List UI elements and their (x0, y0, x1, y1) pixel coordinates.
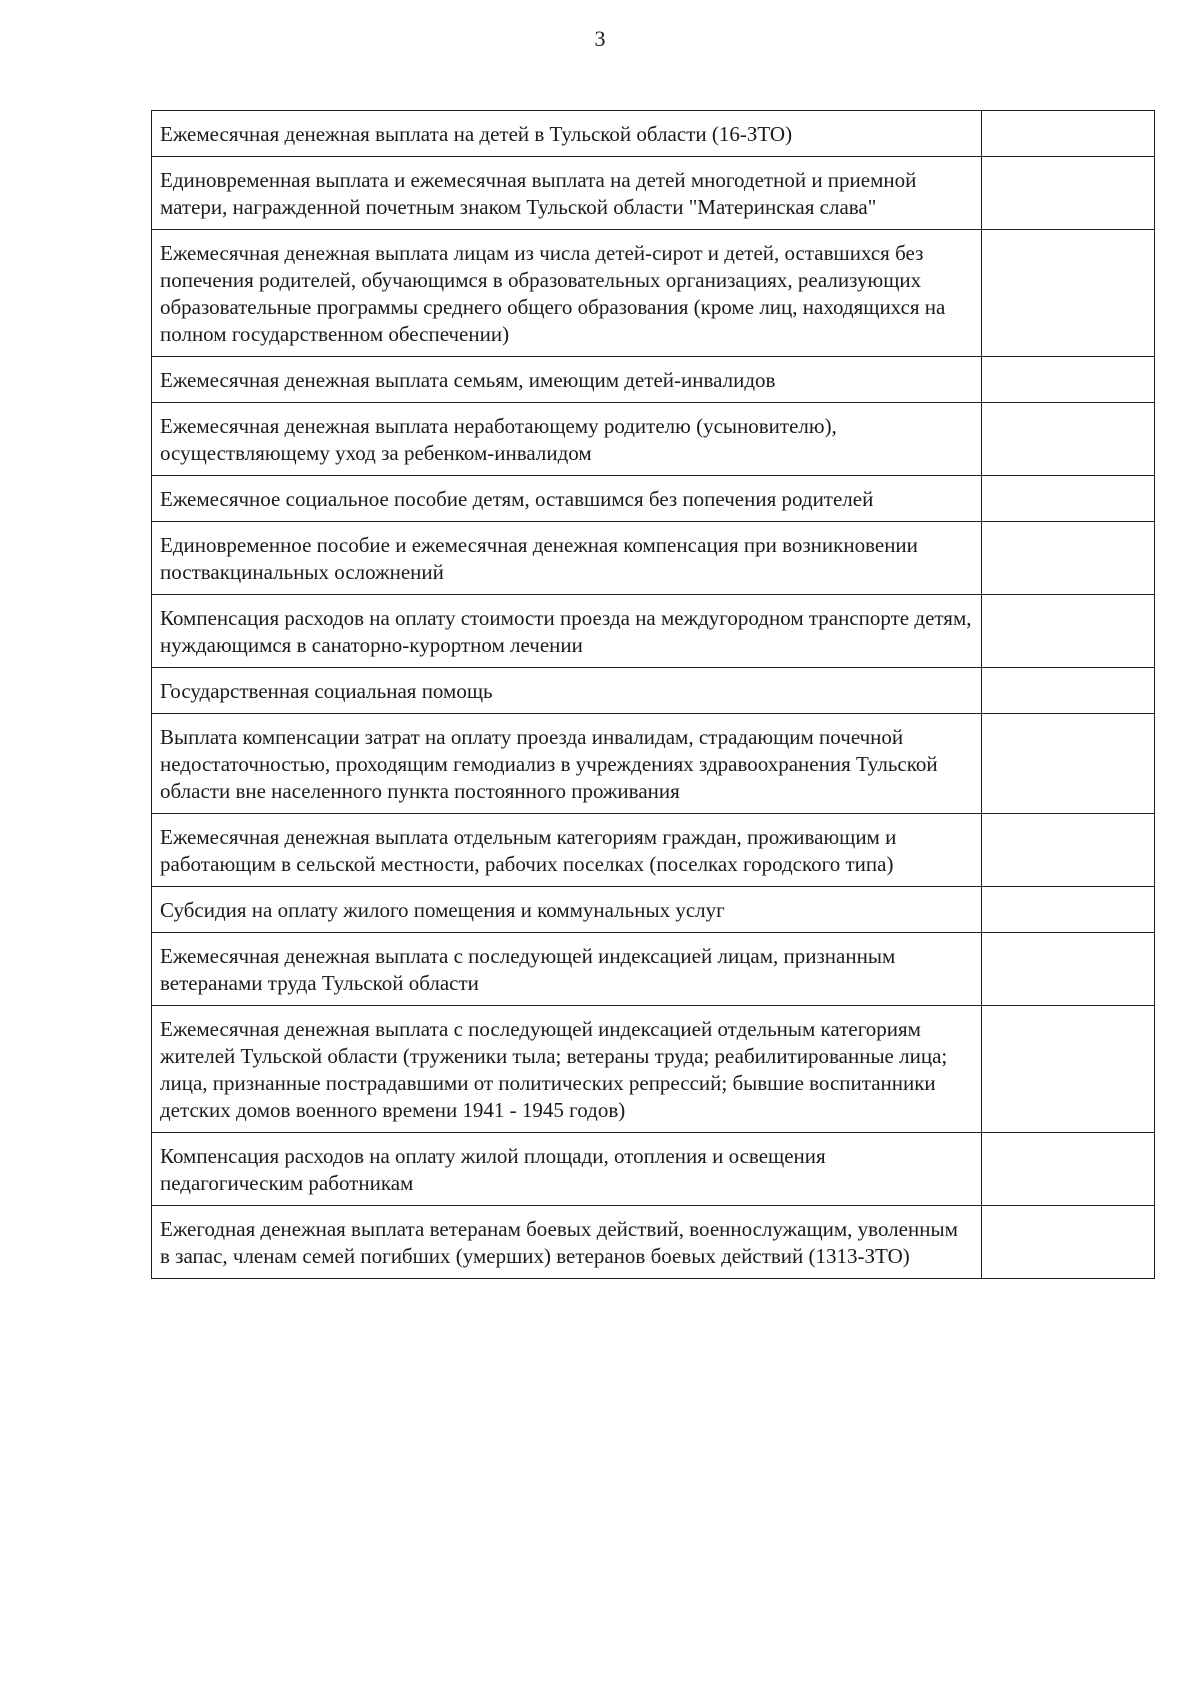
mark-cell[interactable] (982, 1206, 1155, 1279)
page-number: 3 (594, 26, 606, 51)
mark-cell[interactable] (982, 714, 1155, 814)
table-row (152, 111, 1155, 157)
benefit-description: Единовременная выплата и ежемесячная выплата на детей многодетной и приемной матери, награжденной почетным знаком Тульской области "Материнская слава" (152, 157, 982, 230)
benefit-description: Ежегодная денежная выплата ветеранам боевых действий, военнослужащим, уволенным в запас, членам семей погибших (умерших) ветеранов боевых действий (1313-ЗТО) (152, 1206, 982, 1279)
table-row (152, 157, 1155, 230)
mark-cell[interactable] (982, 522, 1155, 595)
benefit-description: Ежемесячная денежная выплата отдельным категориям граждан, проживающим и работающим в сельской местности, рабочих поселках (поселках городского типа) (152, 814, 982, 887)
mark-cell[interactable] (982, 933, 1155, 1006)
benefit-description: Выплата компенсации затрат на оплату проезда инвалидам, страдающим почечной недостаточностью, проходящим гемодиализ в учреждениях здравоохранения Тульской области вне населенного пункта постоянного проживания (152, 714, 982, 814)
table-row (152, 1206, 1155, 1279)
table-row (152, 814, 1155, 887)
benefit-description: Ежемесячная денежная выплата с последующей индексацией отдельным категориям жителей Тульской области (труженики тыла; ветераны труда; реабилитированные лица; лица, признанные пострадавшими от политических репрессий; бывшие воспитанники детских домов военного времени 1941 - 1945 годов) (152, 1006, 982, 1133)
mark-cell[interactable] (982, 595, 1155, 668)
table-row (152, 357, 1155, 403)
table-row (152, 476, 1155, 522)
table-row (152, 714, 1155, 814)
table-row (152, 522, 1155, 595)
benefit-description: Компенсация расходов на оплату стоимости проезда на междугородном транспорте детям, нуждающимся в санаторно-курортном лечении (152, 595, 982, 668)
table-row (152, 403, 1155, 476)
benefit-description: Единовременное пособие и ежемесячная денежная компенсация при возникновении поствакцинальных осложнений (152, 522, 982, 595)
benefit-description: Ежемесячное социальное пособие детям, оставшимся без попечения родителей (152, 476, 982, 522)
table-row (152, 1006, 1155, 1133)
table-row (152, 1133, 1155, 1206)
mark-cell[interactable] (982, 157, 1155, 230)
mark-cell[interactable] (982, 1006, 1155, 1133)
mark-cell[interactable] (982, 476, 1155, 522)
mark-cell[interactable] (982, 668, 1155, 714)
benefit-description: Ежемесячная денежная выплата неработающему родителю (усыновителю), осуществляющему уход за ребенком-инвалидом (152, 403, 982, 476)
table-row (152, 668, 1155, 714)
benefit-description: Компенсация расходов на оплату жилой площади, отопления и освещения педагогическим работникам (152, 1133, 982, 1206)
benefit-description: Ежемесячная денежная выплата лицам из числа детей-сирот и детей, оставшихся без попечения родителей, обучающимся в образовательных организациях, реализующих образовательные программы среднего общего образования (кроме лиц, находящихся на полном государственном обеспечении) (152, 230, 982, 357)
mark-cell[interactable] (982, 357, 1155, 403)
benefit-description: Ежемесячная денежная выплата семьям, имеющим детей-инвалидов (152, 357, 982, 403)
mark-cell[interactable] (982, 230, 1155, 357)
table-row (152, 887, 1155, 933)
mark-cell[interactable] (982, 887, 1155, 933)
benefit-description: Ежемесячная денежная выплата с последующей индексацией лицам, признанным ветеранами труда Тульской области (152, 933, 982, 1006)
mark-cell[interactable] (982, 403, 1155, 476)
benefits-table (151, 110, 1155, 1279)
mark-cell[interactable] (982, 1133, 1155, 1206)
benefit-description: Ежемесячная денежная выплата на детей в Тульской области (16-ЗТО) (152, 111, 982, 157)
mark-cell[interactable] (982, 814, 1155, 887)
table-row (152, 595, 1155, 668)
mark-cell[interactable] (982, 111, 1155, 157)
table-row (152, 230, 1155, 357)
benefit-description: Субсидия на оплату жилого помещения и коммунальных услуг (152, 887, 982, 933)
table-row (152, 933, 1155, 1006)
benefit-description: Государственная социальная помощь (152, 668, 982, 714)
